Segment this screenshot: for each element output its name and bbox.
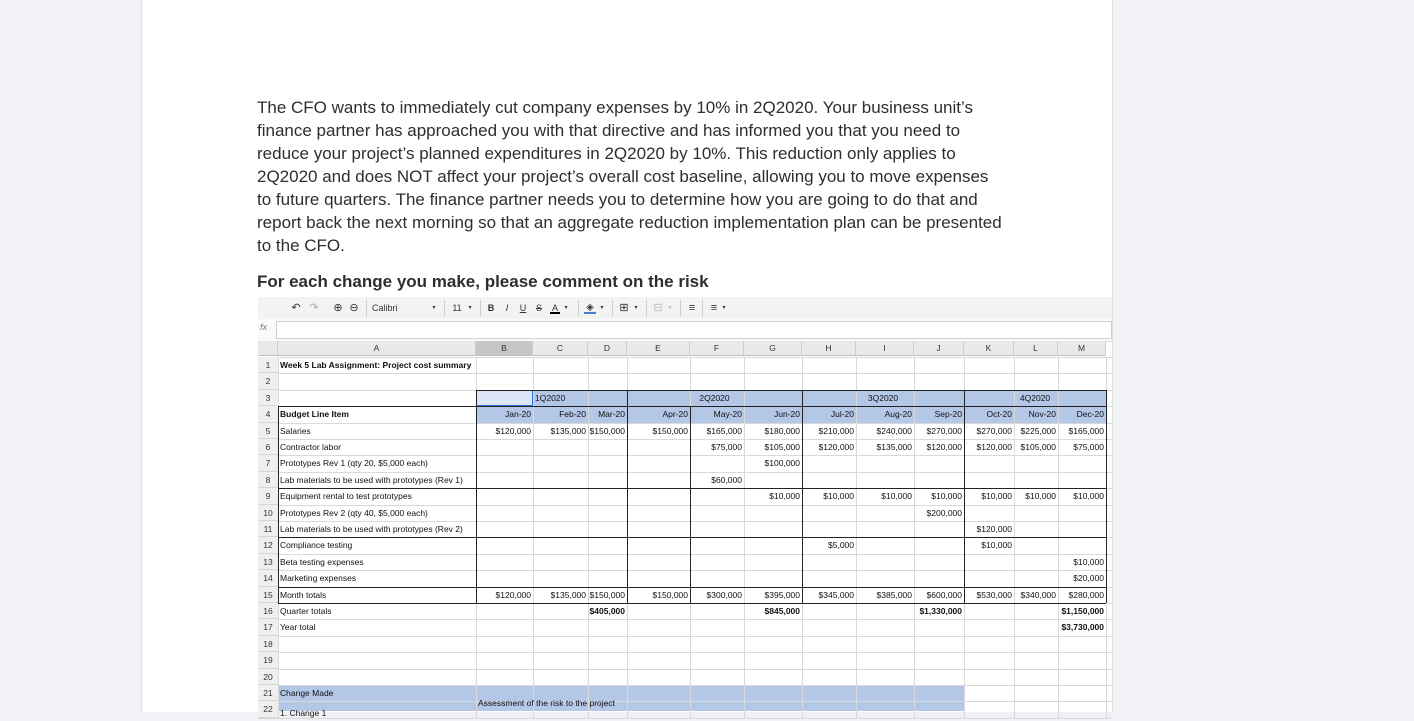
column-header-a[interactable]: A [278, 341, 476, 356]
align-icon[interactable]: ≡ [710, 302, 718, 314]
column-header-c[interactable]: C [533, 341, 588, 356]
row-header-11[interactable]: 11 [258, 521, 278, 537]
column-header-e[interactable]: E [627, 341, 690, 356]
borders-icon[interactable]: ⊞ [619, 302, 629, 314]
value-cell[interactable]: $530,000 [976, 589, 1012, 600]
row-label: Marketing expenses [280, 573, 357, 584]
value-cell[interactable]: $405,000 [589, 606, 625, 616]
table-border-v [1106, 390, 1107, 603]
change-made-band [278, 685, 964, 711]
row-label: Salaries [280, 425, 311, 436]
merge-dropdown-icon[interactable]: ▾ [668, 305, 672, 311]
value-cell[interactable]: $20,000 [1073, 573, 1104, 584]
borders-dropdown-icon[interactable]: ▾ [634, 305, 638, 311]
row-label: Beta testing expenses [280, 556, 364, 567]
column-header-g[interactable]: G [744, 341, 802, 356]
row-label: Prototypes Rev 2 (qty 40, $5,000 each) [280, 507, 428, 518]
row-header-5[interactable]: 5 [258, 423, 278, 439]
value-cell[interactable]: $75,000 [711, 442, 742, 452]
quarter-label-4q2020: 4Q2020 [1019, 392, 1051, 403]
value-cell[interactable]: $10,000 [769, 491, 800, 502]
undo-icon[interactable]: ↶ [291, 302, 301, 314]
column-header-l[interactable]: L [1014, 341, 1058, 356]
font-name-select[interactable]: Calibri [372, 303, 398, 313]
row-header-9[interactable]: 9 [258, 488, 278, 504]
value-cell[interactable]: $5,000 [828, 540, 854, 551]
align-dropdown-icon[interactable]: ▾ [722, 305, 726, 311]
value-cell[interactable]: $270,000 [926, 425, 962, 436]
row-header-2[interactable]: 2 [258, 373, 278, 389]
value-cell[interactable]: $100,000 [764, 458, 800, 469]
month-header-feb-20: Feb-20 [559, 409, 586, 420]
value-cell[interactable]: $1,150,000 [1061, 606, 1104, 616]
table-border-mid [278, 488, 1106, 489]
row-label: Lab materials to be used with prototypes (Rev 2) [280, 524, 463, 534]
gridline-h [258, 718, 1112, 719]
gridline-h [258, 636, 1112, 637]
value-cell[interactable]: $270,000 [976, 425, 1012, 436]
column-header-d[interactable]: D [588, 341, 627, 356]
risk-comment-heading: For each change you make, please comment on the risk [257, 272, 709, 291]
row-label: Lab materials to be used with prototypes (Rev 1) [280, 474, 463, 485]
value-cell[interactable]: $845,000 [764, 606, 800, 616]
value-cell[interactable]: $150,000 [589, 425, 625, 436]
value-cell[interactable]: $10,000 [881, 491, 912, 502]
row-header-3[interactable]: 3 [258, 390, 278, 406]
italic-button[interactable]: I [505, 303, 509, 313]
selected-cell-b3[interactable] [476, 390, 533, 406]
gridline-h [258, 554, 1112, 555]
column-header-b[interactable]: B [476, 341, 533, 356]
value-cell[interactable]: $120,000 [495, 425, 531, 436]
font-size-select[interactable]: 11 [452, 303, 462, 313]
zoom-in-icon[interactable]: ⊕ [333, 302, 343, 314]
value-cell[interactable]: $240,000 [876, 425, 912, 436]
month-header-dec-20: Dec-20 [1076, 409, 1104, 420]
strikethrough-button[interactable]: S [535, 303, 542, 313]
value-cell[interactable]: $280,000 [1068, 589, 1104, 600]
table-border-top [476, 390, 1106, 391]
value-cell[interactable]: $210,000 [818, 425, 854, 436]
document-page [141, 0, 1113, 719]
gridline-h [258, 669, 1112, 670]
row-header-20[interactable]: 20 [258, 669, 278, 685]
gridline-h [258, 570, 1112, 571]
table-border-v [964, 390, 965, 603]
column-header-k[interactable]: K [964, 341, 1014, 356]
row-header-10[interactable]: 10 [258, 505, 278, 521]
font-color-button[interactable]: A [551, 303, 558, 313]
value-cell[interactable]: $10,000 [823, 491, 854, 502]
row-header-8[interactable]: 8 [258, 472, 278, 488]
assignment-paragraph: The CFO wants to immediately cut company expenses by 10% in 2Q2020. Your business unit’s finance partner has approached you with that directive and has informed you that you need to reduce your project’s planned expenditures in 2Q2020 by 10%. This reduction only applies to 2Q2020 and does NOT affect your project’s overall cost baseline, allowing you to move expenses to future quarters. The finance partner needs you to determine how you are going to do that and report back the next morning so that an aggregate reduction implementation plan can be presented to the CFO. [257, 98, 1002, 255]
gridline-h [258, 652, 1112, 653]
value-cell[interactable]: $10,000 [981, 540, 1012, 551]
bold-button[interactable]: B [487, 303, 495, 313]
row-label: Month totals [280, 589, 327, 600]
budget-line-item-header: Budget Line Item [280, 409, 349, 420]
value-cell[interactable]: $135,000 [550, 425, 586, 436]
change-made-label: Change Made [280, 688, 334, 698]
value-cell[interactable]: $10,000 [931, 491, 962, 502]
fill-color-dropdown-icon[interactable]: ▾ [600, 305, 604, 311]
value-cell[interactable]: $120,000 [926, 442, 962, 452]
wrap-text-icon[interactable]: ≡ [688, 302, 696, 314]
month-header-jun-20: Jun-20 [774, 409, 800, 420]
formula-input[interactable] [276, 321, 1112, 339]
value-cell[interactable]: $3,730,000 [1061, 622, 1104, 633]
value-cell[interactable]: $165,000 [1068, 425, 1104, 436]
change-1-label: 1. Change 1 [280, 708, 327, 719]
row-header-7[interactable]: 7 [258, 455, 278, 471]
value-cell[interactable]: $75,000 [1073, 442, 1104, 452]
row-header-13[interactable]: 13 [258, 554, 278, 570]
value-cell[interactable]: $150,000 [589, 589, 625, 600]
month-header-jan-20: Jan-20 [505, 409, 531, 420]
row-header-14[interactable]: 14 [258, 570, 278, 586]
row-header-19[interactable]: 19 [258, 652, 278, 668]
value-cell[interactable]: $120,000 [818, 442, 854, 452]
month-header-may-20: May-20 [713, 409, 742, 420]
risk-assessment-label: Assessment of the risk to the project [478, 698, 616, 708]
value-cell[interactable]: $10,000 [1025, 491, 1056, 502]
column-header-j[interactable]: J [914, 341, 964, 356]
row-label: Quarter totals [280, 606, 332, 616]
value-cell[interactable]: $105,000 [1020, 442, 1056, 452]
value-cell[interactable]: $105,000 [764, 442, 800, 452]
gridline-h [258, 685, 1112, 686]
value-cell[interactable]: $60,000 [711, 474, 742, 485]
row-label: Year total [280, 622, 316, 633]
row-label: Equipment rental to test prototypes [280, 491, 412, 502]
month-header-mar-20: Mar-20 [598, 409, 625, 420]
formula-bar [258, 319, 1112, 342]
value-cell[interactable]: $10,000 [1073, 491, 1104, 502]
row-header-4[interactable]: 4 [258, 406, 278, 422]
month-header-oct-20: Oct-20 [986, 409, 1012, 420]
column-header-h[interactable]: H [802, 341, 856, 356]
gridline-h [258, 619, 1112, 620]
row-header-15[interactable]: 15 [258, 587, 278, 603]
month-header-jul-20: Jul-20 [830, 409, 854, 420]
column-header-i[interactable]: I [856, 341, 914, 356]
value-cell[interactable]: $150,000 [652, 589, 688, 600]
spreadsheet-toolbar [258, 297, 1112, 320]
redo-icon[interactable]: ↷ [309, 302, 319, 314]
value-cell[interactable]: $135,000 [550, 589, 586, 600]
column-header-f[interactable]: F [690, 341, 744, 356]
font-dropdown-icon[interactable]: ▾ [432, 305, 436, 311]
table-border-v [627, 390, 628, 603]
row-label: Prototypes Rev 1 (qty 20, $5,000 each) [280, 458, 428, 469]
font-color-dropdown-icon[interactable]: ▾ [564, 305, 568, 311]
month-header-sep-20: Sep-20 [934, 409, 962, 420]
value-cell[interactable]: $300,000 [706, 589, 742, 600]
table-border-bottom [278, 603, 1106, 604]
value-cell[interactable]: $150,000 [652, 425, 688, 436]
value-cell[interactable]: $340,000 [1020, 589, 1056, 600]
zoom-out-icon[interactable]: ⊖ [349, 302, 359, 314]
gridline-h [258, 373, 1112, 374]
value-cell[interactable]: $120,000 [976, 524, 1012, 534]
row-header-6[interactable]: 6 [258, 439, 278, 455]
value-cell[interactable]: $120,000 [976, 442, 1012, 452]
row-header-21[interactable]: 21 [258, 685, 278, 701]
spreadsheet-screenshot [258, 297, 1112, 719]
month-header-nov-20: Nov-20 [1028, 409, 1056, 420]
value-cell[interactable]: $180,000 [764, 425, 800, 436]
merge-cells-icon[interactable]: ⊟ [653, 302, 663, 314]
value-cell[interactable]: $345,000 [818, 589, 854, 600]
quarter-label-1q2020: 1Q2020 [535, 392, 566, 403]
value-cell[interactable]: $225,000 [1020, 425, 1056, 436]
value-cell[interactable]: $600,000 [926, 589, 962, 600]
gridline-h [258, 701, 1112, 702]
value-cell[interactable]: $120,000 [495, 589, 531, 600]
table-border-left [278, 406, 279, 603]
value-cell[interactable]: $1,330,000 [919, 606, 962, 616]
value-cell[interactable]: $10,000 [1073, 556, 1104, 567]
table-border-f [690, 406, 691, 603]
fx-label: fx [260, 322, 268, 332]
table-border-v [802, 390, 803, 603]
quarter-label-3q2020: 3Q2020 [867, 392, 899, 403]
value-cell[interactable]: $395,000 [764, 589, 800, 600]
table-border-totals [278, 587, 1106, 588]
value-cell[interactable]: $10,000 [981, 491, 1012, 502]
fill-color-icon[interactable]: ◈ [584, 301, 596, 314]
table-border-mid2 [278, 537, 1106, 538]
corner-header[interactable] [258, 341, 278, 356]
table-border-v [476, 390, 477, 603]
row-header-16[interactable]: 16 [258, 603, 278, 619]
font-size-dropdown-icon[interactable]: ▾ [468, 305, 472, 311]
row-header-18[interactable]: 18 [258, 636, 278, 652]
month-header-apr-20: Apr-20 [662, 409, 688, 420]
value-cell[interactable]: $200,000 [926, 507, 962, 518]
column-header-m[interactable]: M [1058, 341, 1106, 356]
underline-button[interactable]: U [519, 303, 527, 313]
row-header-1[interactable]: 1 [258, 357, 278, 373]
table-border-header [278, 406, 1106, 407]
row-label: Contractor labor [280, 442, 341, 452]
value-cell[interactable]: $135,000 [876, 442, 912, 452]
value-cell[interactable]: $165,000 [706, 425, 742, 436]
quarter-label-2q2020: 2Q2020 [699, 392, 730, 403]
sheet-title: Week 5 Lab Assignment: Project cost summary [280, 360, 472, 370]
row-label: Compliance testing [280, 540, 353, 551]
value-cell[interactable]: $385,000 [876, 589, 912, 600]
row-header-22[interactable]: 22 [258, 701, 278, 717]
month-header-aug-20: Aug-20 [884, 409, 912, 420]
row-header-12[interactable]: 12 [258, 537, 278, 553]
row-header-17[interactable]: 17 [258, 619, 278, 635]
